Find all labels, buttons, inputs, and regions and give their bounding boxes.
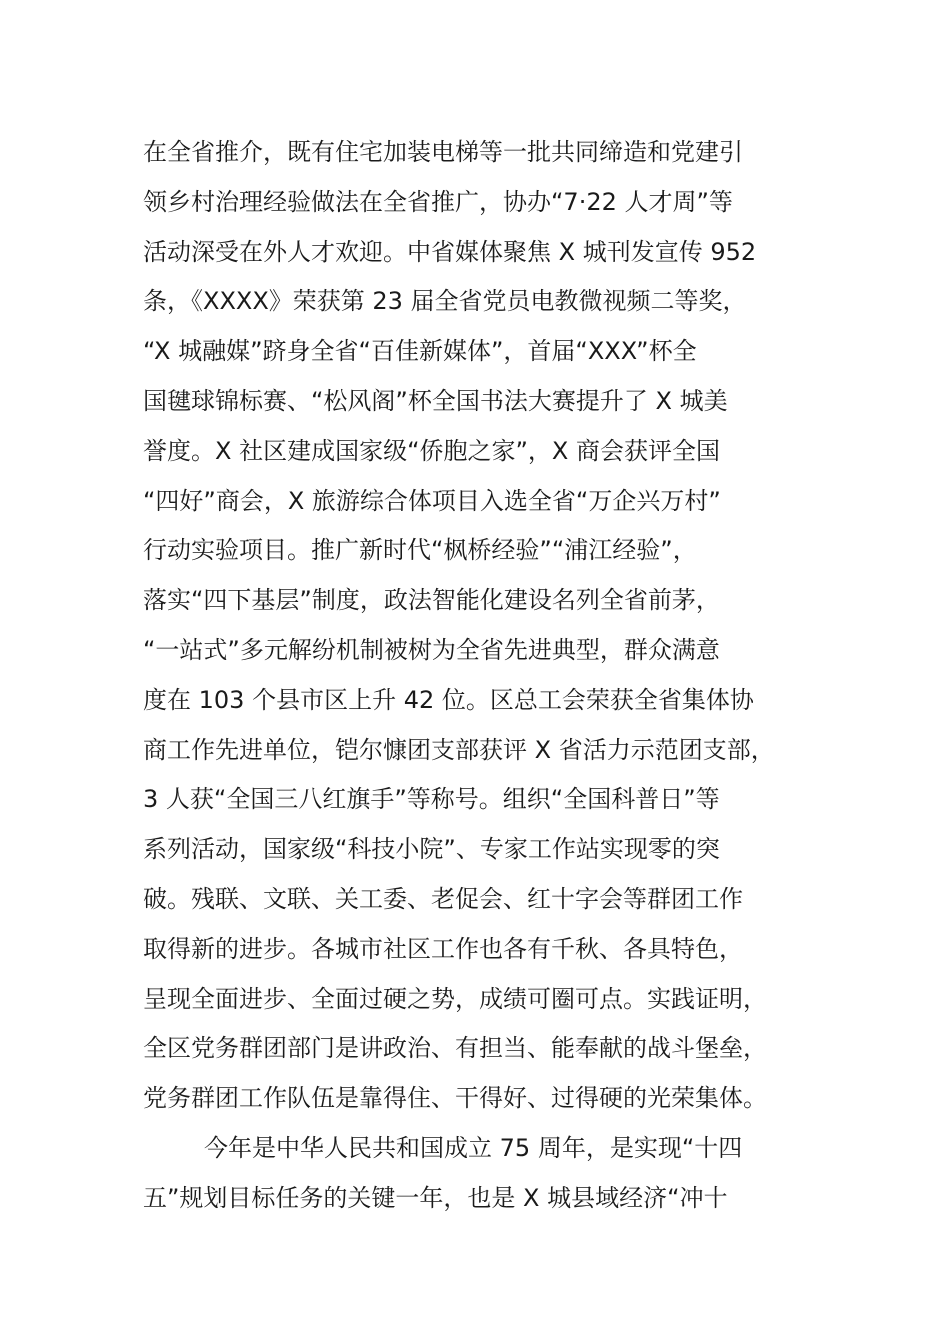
document-body: [143, 128, 823, 1224]
text-line: 誉度。X 社区建成国家级“侨胞之家”，X 商会获评全国: [143, 436, 721, 465]
text-line: 度在 103 个县市区上升 42 位。区总工会荣获全省集体协: [143, 685, 754, 714]
text-line: 五”规划目标任务的关键一年，也是 X 城县域经济“冲十: [143, 1183, 728, 1212]
text-line: 商工作先进单位，铠尔慷团支部获评 X 省活力示范团支部，: [143, 735, 775, 764]
text-line: “一站式”多元解纷机制被树为全省先进典型，群众满意: [143, 635, 720, 664]
text-line: 条，《XXXX》荣获第 23 届全省党员电教微视频二等奖，: [143, 287, 747, 316]
text-line: 今年是中华人民共和国成立 75 周年，是实现“十四: [143, 1133, 743, 1162]
text-line: 行动实验项目。推广新时代“枫桥经验”“浦江经验”，: [143, 536, 697, 565]
text-line: 党务群团工作队伍是靠得住、干得好、过得硬的光荣集体。: [143, 1084, 767, 1113]
text-line: 取得新的进步。各城市社区工作也各有千秋、各具特色，: [143, 934, 743, 963]
text-line: 活动深受在外人才欢迎。中省媒体聚焦 X 城刊发宣传 952: [143, 237, 757, 266]
text-line: 国毽球锦标赛、“松风阁”杯全国书法大赛提升了 X 城美: [143, 386, 728, 415]
text-line: 系列活动，国家级“科技小院”、专家工作站实现零的突: [143, 835, 720, 864]
text-line: 落实“四下基层”制度，政法智能化建设名列全省前茅，: [143, 586, 720, 615]
text-line: 3 人获“全国三八红旗手”等称号。组织“全国科普日”等: [143, 785, 720, 814]
text-line: “四好”商会，X 旅游综合体项目入选全省“万企兴万村”: [143, 486, 721, 515]
text-line: 破。残联、文联、关工委、老促会、红十字会等群团工作: [143, 884, 743, 913]
text-line: 呈现全面进步、全面过硬之势，成绩可圈可点。实践证明，: [143, 984, 767, 1013]
text-line: “X 城融媒”跻身全省“百佳新媒体”，首届“XXX”杯全: [143, 337, 697, 366]
text-line: 在全省推介，既有住宅加装电梯等一批共同缔造和党建引: [143, 138, 743, 166]
text-line: 全区党务群团部门是讲政治、有担当、能奉献的战斗堡垒，: [143, 1034, 767, 1063]
text-line: 领乡村治理经验做法在全省推广，协办“7·22 人才周”等: [143, 187, 733, 216]
